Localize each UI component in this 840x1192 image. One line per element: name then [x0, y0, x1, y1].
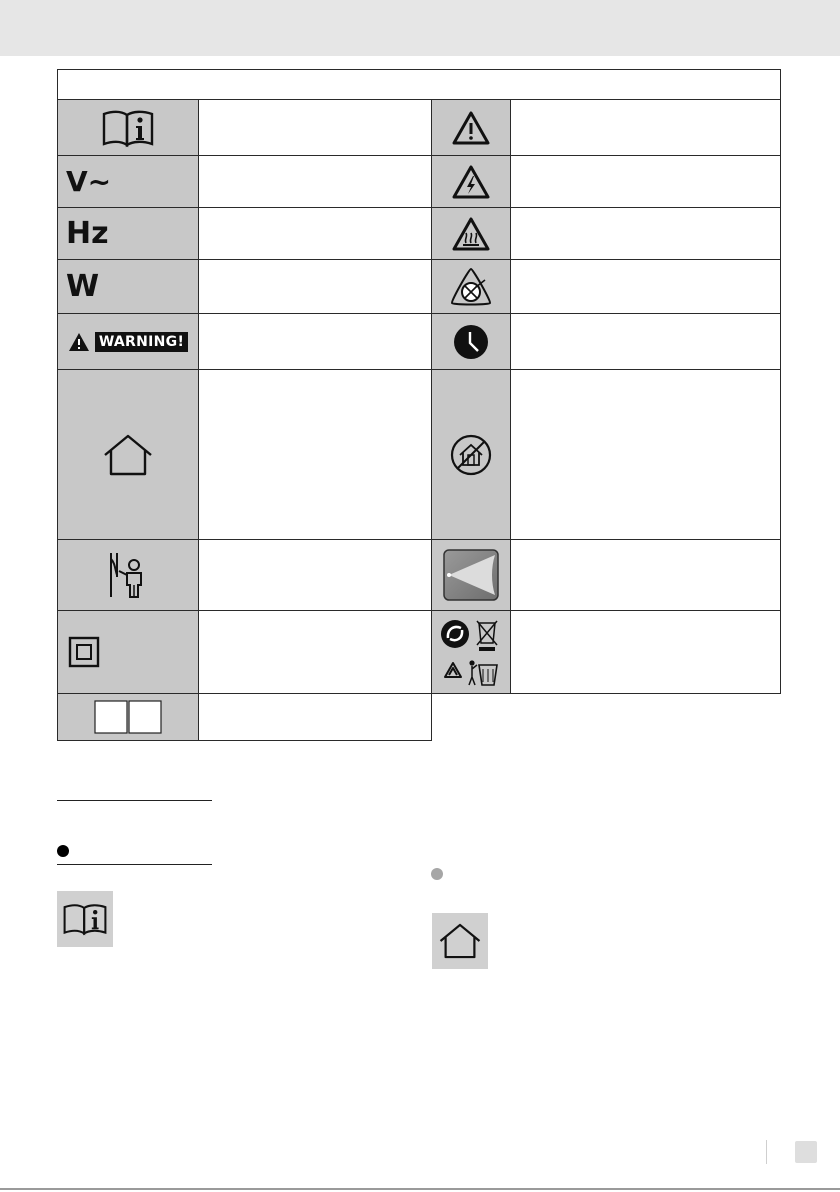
symbol-cell-hot-surface: [431, 207, 511, 260]
symbol-cell-child: [57, 539, 199, 611]
hertz-symbol: Hz: [66, 216, 109, 251]
left-section-rule: [57, 800, 212, 801]
symbol-desc-two-squares: [198, 693, 432, 741]
indoor-house-box: [432, 913, 488, 969]
symbol-desc-child: [198, 539, 432, 611]
symbol-desc-no-outdoor: [510, 369, 781, 540]
symbol-desc-recycling: [510, 610, 781, 694]
symbol-cell-recycling: [431, 610, 511, 694]
symbol-desc-light-beam: [510, 539, 781, 611]
symbols-table: [57, 69, 781, 741]
voltage-ac-symbol: V~: [66, 165, 112, 198]
recycling-disposal-icons: [439, 617, 503, 687]
warning-triangle-icon: [451, 110, 491, 146]
left-subsection-rule: [57, 864, 212, 865]
symbol-desc-electric: [510, 155, 781, 208]
manual-info-icon: [62, 902, 108, 936]
symbol-desc-warning: [510, 99, 781, 156]
symbol-desc-voltage: [198, 155, 432, 208]
left-subheading: [75, 843, 212, 859]
symbol-desc-no-look: [510, 259, 781, 314]
symbol-cell-hertz: [57, 207, 199, 260]
right-subheading: [449, 866, 649, 882]
watt-symbol: W: [66, 269, 100, 304]
child-safety-icon: [107, 551, 149, 599]
right-subsection-bullet: [431, 868, 443, 880]
symbol-desc-indoor: [198, 369, 432, 540]
page-bottom-edge: [0, 1188, 840, 1190]
manual-info-box: [57, 891, 113, 947]
footer-divider: [766, 1140, 767, 1164]
two-squares-mark-icon: [94, 700, 162, 734]
warning-label-text: WARNING!: [95, 332, 188, 352]
manual-info-icon: [101, 108, 155, 148]
symbol-cell-two-squares: [57, 693, 199, 741]
clock-icon: [453, 324, 489, 360]
symbol-cell-electric: [431, 155, 511, 208]
symbol-cell-indoor: [57, 369, 199, 540]
symbol-cell-warning-label: [57, 313, 199, 370]
symbol-cell-light-beam: [431, 539, 511, 611]
symbol-cell-watt: [57, 259, 199, 314]
symbol-desc-class-ii: [198, 610, 432, 694]
indoor-use-house-icon: [102, 433, 154, 477]
symbols-table-header: [57, 69, 781, 100]
no-look-into-light-icon: [449, 266, 493, 308]
symbol-cell-clock: [431, 313, 511, 370]
symbol-cell-warning: [431, 99, 511, 156]
symbol-desc-hertz: [198, 207, 432, 260]
small-warning-triangle-icon: [68, 332, 90, 352]
left-section-heading: [57, 780, 212, 798]
symbol-cell-no-look: [431, 259, 511, 314]
symbol-desc-clock: [510, 313, 781, 370]
symbol-cell-voltage: [57, 155, 199, 208]
indoor-use-house-icon: [438, 922, 482, 960]
top-margin-band: [0, 0, 840, 56]
symbol-desc-watt: [198, 259, 432, 314]
warning-label-icon: [68, 332, 188, 352]
page-number-badge: [795, 1141, 817, 1163]
electric-hazard-icon: [451, 164, 491, 200]
symbol-cell-class-ii: [57, 610, 199, 694]
symbol-cell-manual-info: [57, 99, 199, 156]
hot-surface-icon: [451, 216, 491, 252]
symbol-desc-warning-label: [198, 313, 432, 370]
no-outdoor-house-icon: [450, 434, 492, 476]
symbol-cell-no-outdoor: [431, 369, 511, 540]
protection-class-ii-icon: [68, 636, 100, 668]
symbol-desc-hot-surface: [510, 207, 781, 260]
light-beam-icon: [443, 549, 499, 601]
symbol-desc-manual-info: [198, 99, 432, 156]
left-subsection-bullet: [57, 845, 69, 857]
